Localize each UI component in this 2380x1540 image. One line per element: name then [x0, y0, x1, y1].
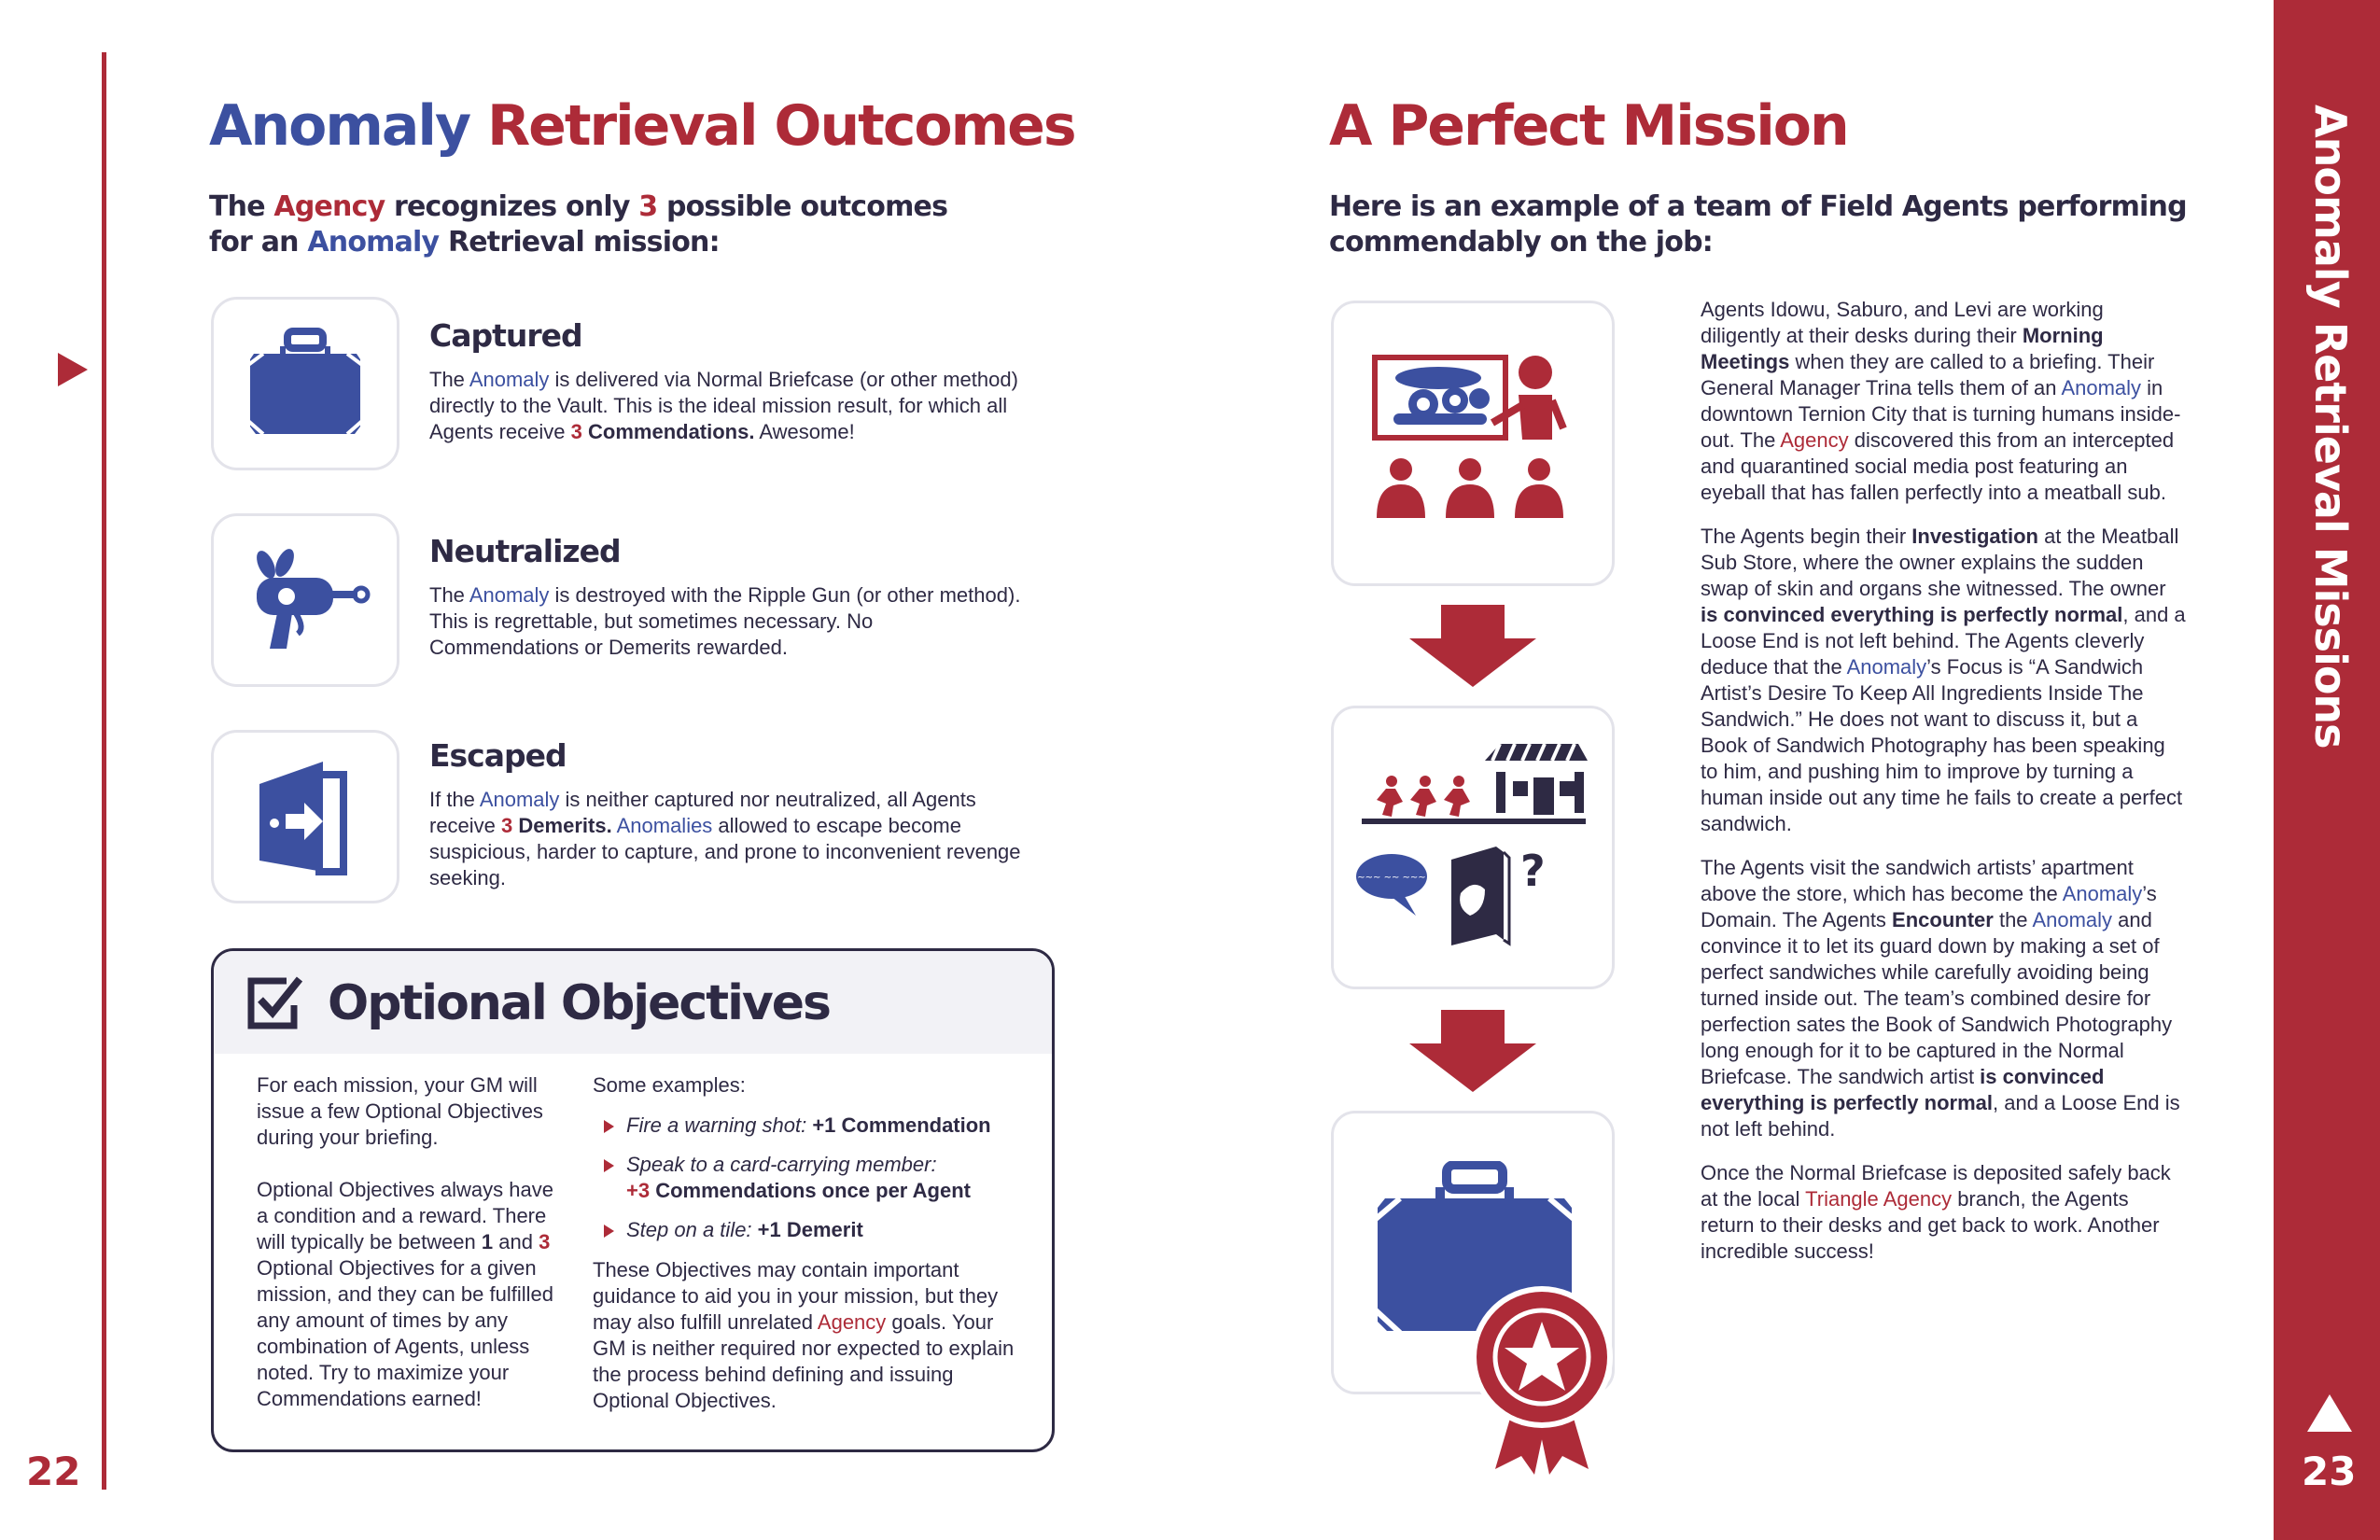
- text: in downtown Ternion City that is turning humans inside-out. The: [1701, 376, 2181, 452]
- text: allowed to escape become suspicious, harder to capture, and prone to inconvenient revenge seeking.: [429, 814, 1021, 889]
- text: These Objectives may contain important guidance to aid you in your mission, but they may also fulfill unrelated: [593, 1258, 999, 1334]
- story-paragraph: [1701, 1160, 2186, 1265]
- bold-text: is convinced everything is perfectly normal: [1701, 603, 2123, 626]
- step-investigation-box: [1331, 706, 1615, 989]
- text: Optional Objectives always have a condition and a reward. There will typically be between: [257, 1178, 553, 1253]
- text: goals. Your GM is neither required nor expected to explain the process behind defining and issuing Optional Objectives.: [593, 1310, 1015, 1412]
- optional-objectives-title: Optional Objectives: [328, 975, 831, 1031]
- story-paragraph: [1701, 855, 2186, 1142]
- lead-text: recognizes only: [385, 190, 639, 223]
- phase-term: Encounter: [1892, 908, 1994, 931]
- lead-number: 3: [638, 190, 658, 223]
- story-paragraph: [1701, 297, 2186, 506]
- objectives-rules: [257, 1177, 565, 1412]
- examples-label: Some examples:: [593, 1073, 746, 1097]
- anomaly-term: Anomaly: [2062, 882, 2143, 905]
- down-arrow-icon: [1409, 605, 1536, 687]
- text: The: [429, 583, 469, 607]
- objective-min: 1: [481, 1230, 494, 1253]
- lead-line: Here is an example of a team of Field Agents performing: [1329, 190, 2187, 223]
- text: The Agents visit the sandwich artists’ apartment above the store, which has become the: [1701, 856, 2134, 905]
- bullet-icon: [604, 1120, 614, 1133]
- example-reward: +1 Commendation: [806, 1113, 991, 1137]
- anomaly-term: Anomaly: [2061, 376, 2142, 399]
- bullet-icon: [604, 1159, 614, 1172]
- outcome-text-neutralized: [429, 582, 1027, 661]
- agency-term: Agency: [1780, 428, 1849, 452]
- lead-agency: Agency: [273, 190, 385, 223]
- lead-text: The: [209, 190, 274, 223]
- text: ’s Focus is “A Sandwich Artist’s Desire To Keep All Ingredients Inside The Sandwich.” He does not want to discuss it, but a Book of Sandwich Photography has been speaking to him, and pushing him to improve by turning a human inside out any time he fails to create a perfect sandwich.: [1701, 655, 2183, 835]
- text: is neither captured nor neutralized, all Agents receive: [429, 788, 976, 837]
- anomaly-term: Anomaly: [469, 368, 550, 391]
- example-condition: Fire a warning shot:: [626, 1113, 807, 1137]
- outcome-heading-escaped: Escaped: [429, 737, 567, 774]
- investigation-icon: [1354, 733, 1593, 966]
- page-number-left: 22: [26, 1449, 81, 1494]
- text: The Agents begin their: [1701, 525, 1912, 548]
- mission-lead: [1329, 189, 2187, 260]
- anomaly-term: Anomaly: [1846, 655, 1927, 679]
- text: branch, the Agents return to their desks and get back to work. Another incredible success!: [1701, 1187, 2160, 1263]
- example-item: [626, 1217, 1037, 1243]
- outcome-heading-neutralized: Neutralized: [429, 533, 621, 569]
- example-item: [626, 1152, 1037, 1204]
- objectives-guidance: [593, 1257, 1024, 1414]
- text: when they are called to a briefing. Their General Manager Trina tells them of an: [1701, 350, 2155, 399]
- title-retrieval-outcomes: Retrieval Outcomes: [486, 93, 1075, 159]
- example-condition: Speak to a card-carrying member:: [626, 1153, 937, 1176]
- objectives-intro: For each mission, your GM will issue a few Optional Objectives during your briefing.: [257, 1073, 543, 1149]
- text: ’s Domain. The Agents: [1701, 882, 2157, 931]
- text: the: [1993, 908, 2033, 931]
- text: Awesome!: [754, 420, 855, 443]
- agency-term: Agency: [817, 1310, 887, 1334]
- speech-scribble: ~~~ ~~ ~~~: [1357, 873, 1426, 883]
- example-item: [626, 1113, 1037, 1139]
- text: Once the Normal Briefcase is deposited safely back at the local: [1701, 1161, 2171, 1211]
- story-paragraph: [1701, 524, 2186, 837]
- title-anomaly: Anomaly: [209, 93, 470, 159]
- phase-term: Investigation: [1911, 525, 2038, 548]
- text: discovered this from an intercepted and quarantined social media post featuring an eyeball that has fallen perfectly into a meatball sub.: [1701, 428, 2175, 504]
- example-reward: +1 Demerit: [751, 1218, 863, 1241]
- outcome-text-escaped: [429, 787, 1027, 891]
- agency-term: Triangle Agency: [1805, 1187, 1953, 1211]
- outcomes-lead: [209, 189, 947, 260]
- briefcase-icon: [245, 328, 366, 440]
- bold-text: is convinced everything is perfectly normal: [1701, 1065, 2105, 1114]
- demerit-count: 3: [501, 814, 513, 837]
- checkbox-icon: [247, 975, 303, 1031]
- exit-door-icon: [254, 756, 357, 877]
- anomaly-term: Anomaly: [2032, 908, 2113, 931]
- text: , and a Loose End is not left behind. The Agents cleverly deduce that the: [1701, 603, 2186, 679]
- example-reward-num: +3: [626, 1179, 651, 1202]
- page-title-left: [209, 93, 1075, 159]
- briefing-icon: [1371, 354, 1576, 522]
- optional-objectives-panel: [211, 948, 1055, 1452]
- text: If the: [429, 788, 480, 811]
- text: at the Meatball Sub Store, where the owner explains the sudden swap of skin and organs she witnessed. The owner: [1701, 525, 2179, 600]
- anomaly-term: Anomaly: [469, 583, 550, 607]
- text: and: [493, 1230, 539, 1253]
- page-title-right: A Perfect Mission: [1329, 93, 1848, 159]
- example-reward: Commendations once per Agent: [650, 1179, 971, 1202]
- lead-text: Retrieval mission:: [439, 226, 720, 259]
- commendation-count: 3: [570, 420, 582, 443]
- text: Optional Objectives for a given mission, and they can be fulfilled any amount of times by any combination of Agents, unless noted. Try to maximize your Commendations earned!: [257, 1256, 553, 1410]
- text: and convince it to let its guard down by making a set of perfect sandwiches while carefully avoiding being turned inside out. The team’s combined desire for perfection sates the Book of Sandwich Photography long enough for it to be captured in the Normal Briefcase. The sandwich artist: [1701, 908, 2173, 1088]
- margin-arrow-icon: [58, 353, 88, 386]
- outcome-heading-captured: Captured: [429, 317, 582, 354]
- page-number-right: 23: [2302, 1449, 2357, 1494]
- question-mark-icon: ?: [1520, 846, 1546, 896]
- triangle-icon: [2307, 1394, 2352, 1432]
- down-arrow-icon: [1409, 1010, 1536, 1092]
- step-briefing-box: [1331, 301, 1615, 586]
- outcome-text-captured: [429, 367, 1027, 445]
- objective-max: 3: [539, 1230, 551, 1253]
- text: Agents Idowu, Saburo, and Levi are working diligently at their desks during their: [1701, 298, 2104, 347]
- bullet-icon: [604, 1225, 614, 1238]
- captured-icon-box: [211, 297, 399, 470]
- text: The: [429, 368, 469, 391]
- anomaly-term: Anomaly: [479, 788, 560, 811]
- lead-line: commendably on the job:: [1329, 226, 1713, 259]
- neutralized-icon-box: [211, 513, 399, 687]
- text: , and a Loose End is not left behind.: [1701, 1091, 2180, 1141]
- example-condition: Step on a tile:: [626, 1218, 752, 1241]
- briefcase-ribbon-icon: [1374, 1161, 1635, 1477]
- text: is destroyed with the Ripple Gun (or other method). This is regrettable, but sometimes necessary. No Commendations or Demerits rewarded.: [429, 583, 1021, 659]
- bold-text: Demerits.: [512, 814, 612, 837]
- anomalies-term: Anomalies: [616, 814, 713, 837]
- mission-story: [1701, 297, 2186, 1282]
- lead-text: possible outcomes: [657, 190, 948, 223]
- lead-text: for an: [209, 226, 308, 259]
- ripple-gun-icon: [240, 544, 371, 656]
- chapter-title: Anomaly Retrieval Missions: [2305, 105, 2356, 749]
- text: is delivered via Normal Briefcase (or other method) directly to the Vault. This is the ideal mission result, for which all Agents receive: [429, 368, 1018, 443]
- phase-term: Morning Meetings: [1701, 324, 2104, 373]
- bold-text: Commendations.: [581, 420, 755, 443]
- lead-anomaly: Anomaly: [307, 226, 440, 259]
- margin-rule: [102, 52, 106, 1490]
- escaped-icon-box: [211, 730, 399, 903]
